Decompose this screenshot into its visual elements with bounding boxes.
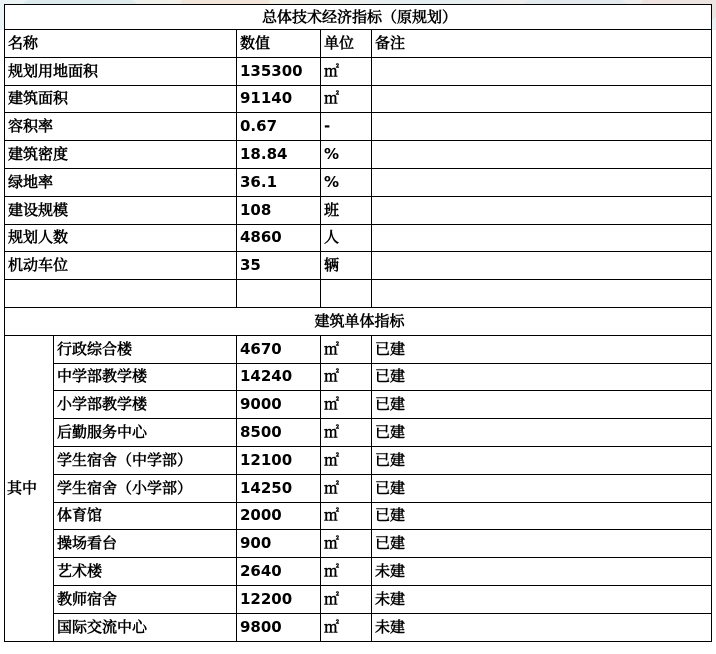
table-row (5, 613, 712, 641)
table-row (5, 530, 712, 558)
indicator-name: 绿地率 (5, 168, 237, 196)
indicator-value: 135300 (237, 57, 321, 85)
building-area: 14240 (237, 363, 321, 391)
blank-cell (372, 280, 712, 308)
header-unit: 单位 (321, 30, 372, 58)
table-title: 总体技术经济指标（原规划） (5, 5, 712, 30)
blank-cell (5, 280, 237, 308)
indicator-name: 建筑密度 (5, 141, 237, 169)
table-row (5, 196, 712, 224)
building-area: 2000 (237, 502, 321, 530)
indicator-name: 建筑面积 (5, 85, 237, 113)
building-status: 已建 (372, 502, 712, 530)
building-area: 4670 (237, 335, 321, 363)
building-unit: ㎡ (321, 474, 372, 502)
table-row (5, 363, 712, 391)
building-status: 已建 (372, 474, 712, 502)
header-name: 名称 (5, 30, 237, 58)
blank-cell (237, 280, 321, 308)
table-row (5, 335, 712, 363)
building-unit: ㎡ (321, 558, 372, 586)
header-row (5, 30, 712, 58)
building-status: 已建 (372, 391, 712, 419)
indicator-note (372, 85, 712, 113)
section-title-row (5, 307, 712, 335)
indicator-value: 18.84 (237, 141, 321, 169)
table-row (5, 446, 712, 474)
building-status: 已建 (372, 363, 712, 391)
table-row (5, 502, 712, 530)
building-name: 中学部教学楼 (54, 363, 237, 391)
building-unit: ㎡ (321, 446, 372, 474)
indicator-name: 容积率 (5, 113, 237, 141)
table-row (5, 419, 712, 447)
indicator-unit: 人 (321, 224, 372, 252)
table-row (5, 474, 712, 502)
building-name: 国际交流中心 (54, 613, 237, 641)
building-area: 12100 (237, 446, 321, 474)
building-unit: ㎡ (321, 335, 372, 363)
table-row (5, 113, 712, 141)
table-row (5, 141, 712, 169)
indicator-unit: % (321, 168, 372, 196)
building-status: 已建 (372, 335, 712, 363)
indicator-unit: ㎡ (321, 57, 372, 85)
building-name: 小学部教学楼 (54, 391, 237, 419)
indicator-value: 35 (237, 252, 321, 280)
table-row (5, 224, 712, 252)
building-unit: ㎡ (321, 585, 372, 613)
building-area: 900 (237, 530, 321, 558)
building-area: 9000 (237, 391, 321, 419)
header-note: 备注 (372, 30, 712, 58)
indicator-value: 108 (237, 196, 321, 224)
building-name: 学生宿舍（小学部） (54, 474, 237, 502)
table-row (5, 391, 712, 419)
building-area: 12200 (237, 585, 321, 613)
indicator-note (372, 252, 712, 280)
building-name: 教师宿舍 (54, 585, 237, 613)
building-unit: ㎡ (321, 530, 372, 558)
table-row (5, 585, 712, 613)
table-row (5, 168, 712, 196)
indicator-name: 规划用地面积 (5, 57, 237, 85)
building-unit: ㎡ (321, 363, 372, 391)
indicator-note (372, 196, 712, 224)
indicator-note (372, 168, 712, 196)
building-name: 体育馆 (54, 502, 237, 530)
building-status: 已建 (372, 419, 712, 447)
building-status: 未建 (372, 585, 712, 613)
table-row (5, 85, 712, 113)
indicator-note (372, 141, 712, 169)
building-area: 14250 (237, 474, 321, 502)
blank-cell (321, 280, 372, 308)
table-row (5, 558, 712, 586)
table-row (5, 252, 712, 280)
indicator-unit: - (321, 113, 372, 141)
indicator-unit: 班 (321, 196, 372, 224)
building-status: 已建 (372, 446, 712, 474)
building-status: 未建 (372, 558, 712, 586)
building-status: 已建 (372, 530, 712, 558)
building-area: 8500 (237, 419, 321, 447)
section-title: 建筑单体指标 (5, 307, 712, 335)
building-unit: ㎡ (321, 391, 372, 419)
building-name: 操场看台 (54, 530, 237, 558)
building-name: 行政综合楼 (54, 335, 237, 363)
indicator-unit: % (321, 141, 372, 169)
indicator-value: 91140 (237, 85, 321, 113)
indicator-note (372, 224, 712, 252)
indicator-value: 0.67 (237, 113, 321, 141)
building-unit: ㎡ (321, 613, 372, 641)
building-unit: ㎡ (321, 502, 372, 530)
indicator-name: 机动车位 (5, 252, 237, 280)
title-row (5, 5, 712, 30)
blank-row (5, 280, 712, 308)
indicator-unit: ㎡ (321, 85, 372, 113)
indicator-unit: 辆 (321, 252, 372, 280)
building-unit: ㎡ (321, 419, 372, 447)
building-name: 学生宿舍（中学部） (54, 446, 237, 474)
indicator-note (372, 57, 712, 85)
table-row (5, 57, 712, 85)
group-label: 其中 (5, 335, 54, 641)
indicator-name: 规划人数 (5, 224, 237, 252)
building-area: 9800 (237, 613, 321, 641)
indicator-note (372, 113, 712, 141)
indicator-name: 建设规模 (5, 196, 237, 224)
building-status: 未建 (372, 613, 712, 641)
indicator-value: 36.1 (237, 168, 321, 196)
building-name: 艺术楼 (54, 558, 237, 586)
header-value: 数值 (237, 30, 321, 58)
indicator-value: 4860 (237, 224, 321, 252)
building-name: 后勤服务中心 (54, 419, 237, 447)
indicators-table (4, 4, 712, 642)
building-area: 2640 (237, 558, 321, 586)
